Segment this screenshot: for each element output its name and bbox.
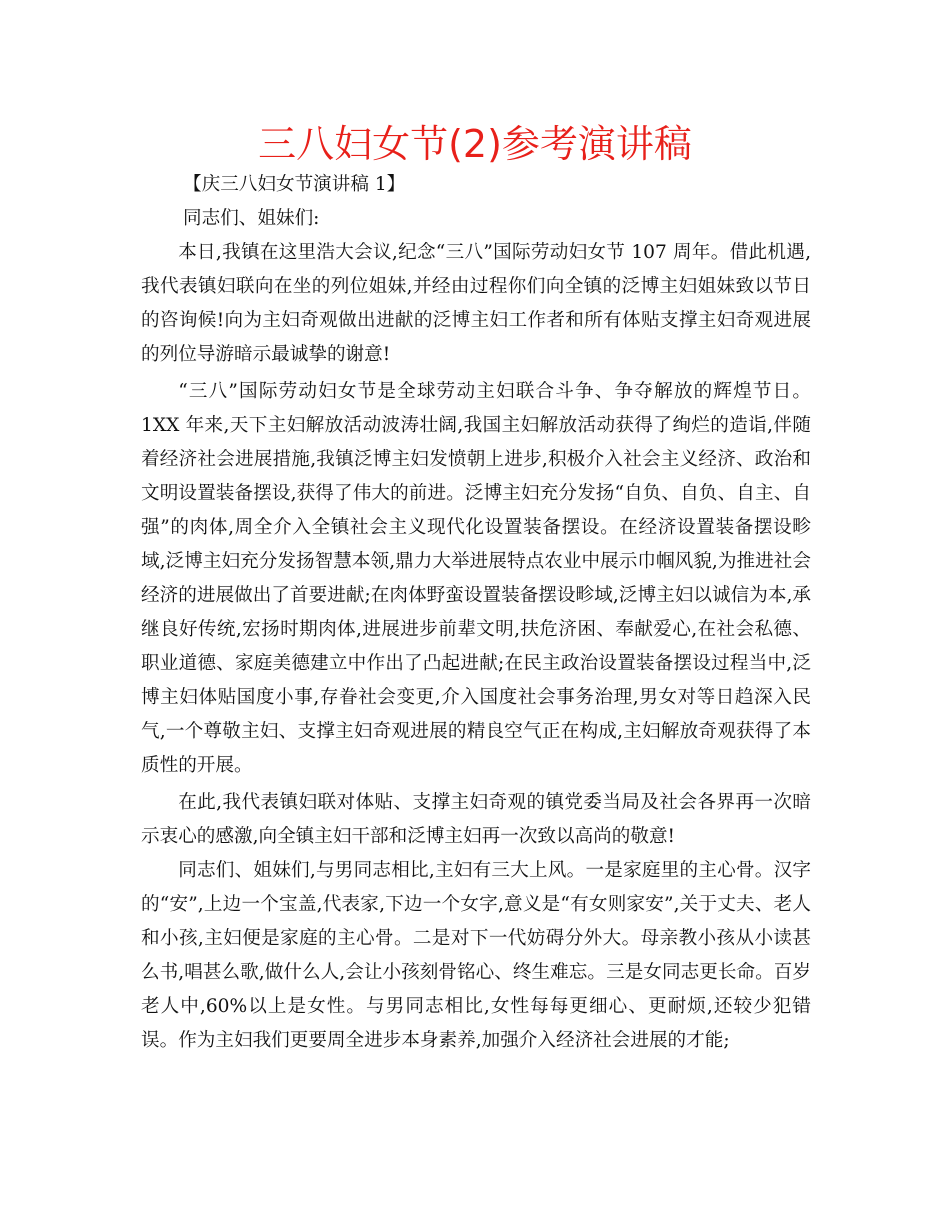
document-title: 三八妇女节(2)参考演讲稿 [258,122,692,166]
paragraph-2: “三八”国际劳动妇女节是全球劳动主妇联合斗争、争夺解放的辉煌节日。1XX 年来,天下主妇解放活动波涛壮阔,我国主妇解放活动获得了绚烂的造诣,伴随着经济社会进展措施,我镇泛博主妇发愤朝上进步,积极介入社会主义经济、政治和文明设置装备摆设,获得了伟大的前进。泛博主妇充分发扬“自负、自负、自主、自强”的肉体,周全介入全镇社会主义现代化设置装备摆设。在经济设置装备摆设畛域,泛博主妇充分发扬智慧本领,鼎力大举进展特点农业中展示巾帼风貌,为推进社会经济的进展做出了首要进献;在肉体野蛮设置装备摆设畛域,泛博主妇以诚信为本,承继良好传统,宏扬时期肉体,进展进步前辈文明,扶危济困、奉献爱心,在社会私德、职业道德、家庭美德建立中作出了凸起进献;在民主政治设置装备摆设过程当中,泛博主妇体贴国度小事,存眷社会变更,介入国度社会事务治理,男女对等日趋深入民气,一个尊敬主妇、支撑主妇奇观进展的精良空气正在构成,主妇解放奇观获得了本质性的开展。 [141,381,811,776]
speech-subheading: 【庆三八妇女节演讲稿 1】 [183,174,406,195]
paragraph-3: 在此,我代表镇妇联对体贴、支撑主妇奇观的镇党委当局及社会各界再一次暗示衷心的感激,向全镇主妇干部和泛博主妇再一次致以高尚的敬意! [141,792,811,847]
paragraph-1: 本日,我镇在这里浩大会议,纪念“三八”国际劳动妇女节 107 周年。借此机遇,我代表镇妇联向在坐的列位姐妹,并经由过程你们向全镇的泛博主妇姐妹致以节日的咨询候!向为主妇奇观做出进献的泛博主妇工作者和所有体贴支撑主妇奇观进展的列位导游暗示最诚挚的谢意! [141,242,811,365]
salutation: 同志们、姐妹们: [183,208,320,229]
paragraph-4: 同志们、姐妹们,与男同志相比,主妇有三大上风。一是家庭里的主心骨。汉字的“安”,上边一个宝盖,代表家,下边一个女字,意义是“有女则家安”,关于丈夫、老人和小孩,主妇便是家庭的主心骨。二是对下一代妨碍分外大。母亲教小孩从小读甚么书,唱甚么歌,做什么人,会让小孩刻骨铭心、终生难忘。三是女同志更长命。百岁老人中,60%以上是女性。与男同志相比,女性每每更细心、更耐烦,还较少犯错误。作为主妇我们更要周全进步本身素养,加强介入经济社会进展的才能; [141,860,811,1051]
document-body [141,168,811,1058]
